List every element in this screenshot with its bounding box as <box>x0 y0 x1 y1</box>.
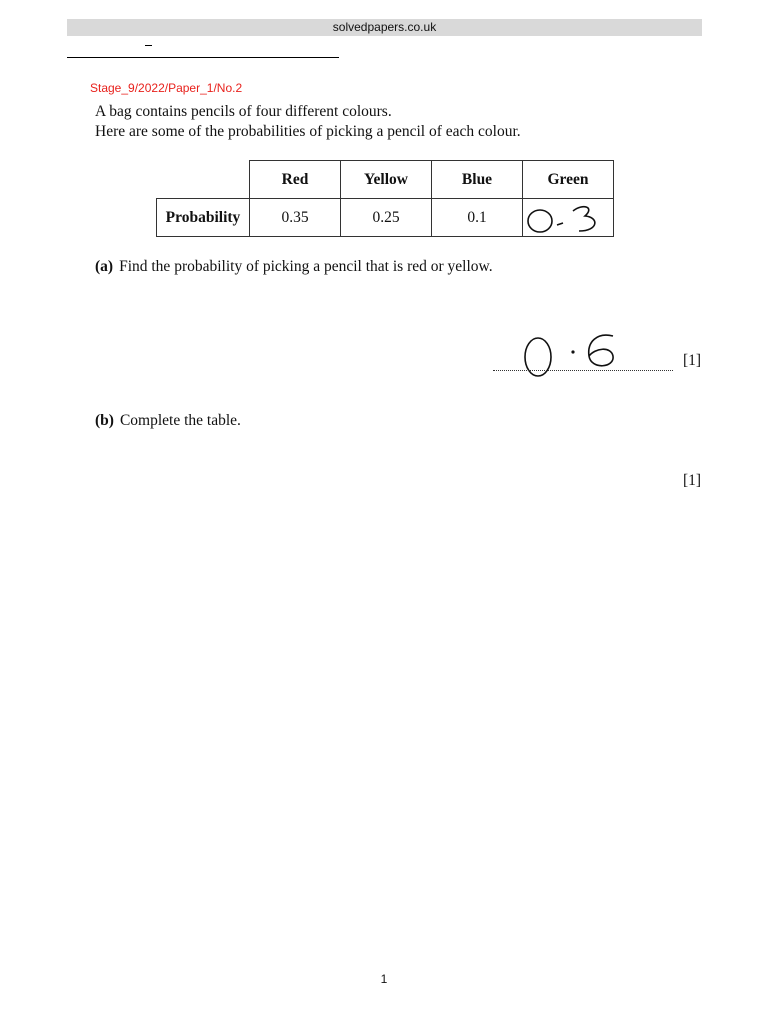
question-intro <box>95 102 521 142</box>
table-header-row <box>157 161 614 199</box>
intro-line-1: A bag contains pencils of four different colours. <box>95 103 392 120</box>
page-number: 1 <box>380 972 388 986</box>
part-b-text: Complete the table. <box>119 412 241 429</box>
part-b-question <box>95 412 241 430</box>
site-banner: solvedpapers.co.uk <box>67 19 702 36</box>
part-a-text: Find the probability of picking a pencil that is red or yellow. <box>119 258 493 275</box>
part-b-label: (b) <box>95 412 114 429</box>
intro-line-2: Here are some of the probabilities of picking a pencil of each colour. <box>95 123 521 140</box>
row-label-probability: Probability <box>157 199 250 237</box>
probability-table <box>156 160 614 237</box>
header-blue: Blue <box>432 161 523 199</box>
answer-line-a[interactable] <box>493 370 673 371</box>
header-rule <box>67 57 339 58</box>
header-dash <box>145 45 152 46</box>
handwritten-answer-0-6 <box>515 330 625 380</box>
value-blue: 0.1 <box>432 199 523 237</box>
part-a-label: (a) <box>95 258 114 275</box>
handwritten-0-3 <box>523 199 613 236</box>
table-corner-cell <box>157 161 250 199</box>
table-row <box>157 199 614 237</box>
part-a-marks: [1] <box>683 352 702 369</box>
question-reference: Stage_9/2022/Paper_1/No.2 <box>90 81 243 95</box>
header-green: Green <box>523 161 614 199</box>
header-red: Red <box>250 161 341 199</box>
value-red: 0.35 <box>250 199 341 237</box>
part-b-marks: [1] <box>683 472 702 489</box>
part-a-question <box>95 258 493 276</box>
header-yellow: Yellow <box>341 161 432 199</box>
value-green-handwritten[interactable] <box>523 199 614 237</box>
value-yellow: 0.25 <box>341 199 432 237</box>
